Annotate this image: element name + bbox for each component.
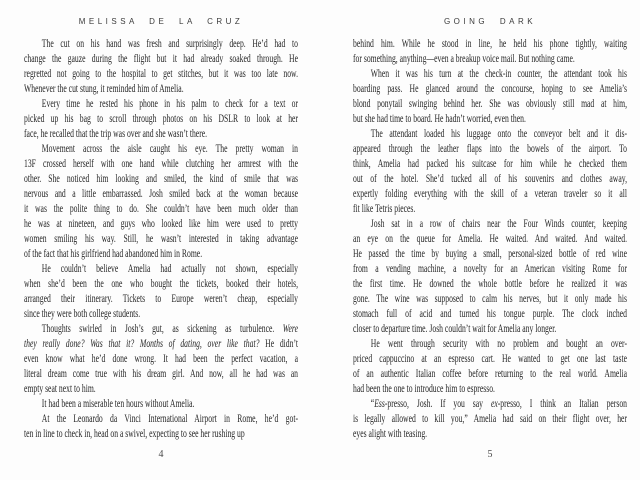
text-line: eyes alight with teasing. — [353, 428, 428, 440]
text-line: had been the one to introduce him to espresso. — [353, 383, 495, 395]
running-head-author: MELISSA DE LA CRUZ — [78, 17, 244, 26]
text-line: stomach full of acid and turned his tongue purple. The clock inched — [353, 308, 627, 320]
text-line: ten in line to check in, head on a swivel, expecting to see her rushing up — [24, 428, 245, 440]
text-line: the first time. He downed the whole bottle before he realized it was — [353, 278, 627, 290]
text-line: Josh sat in a row of chairs near the Four Winds counter, keeping — [370, 218, 627, 230]
text-line: but she had time to board. He hadn’t worried, even then. — [353, 113, 526, 125]
text-line: “Ess-presso, Josh. If you say ex-presso, I think an Italian person — [370, 398, 627, 410]
running-head-title: GOING DARK — [443, 17, 537, 26]
text-line: he was at nineteen, and guys who looked like him were used to pretty — [24, 218, 298, 230]
text-line: arranged their itinerary. Tickets to Europe weren’t cheap, especially — [24, 293, 298, 305]
text-line: think, Amelia had packed his suitcase for him while he checked them — [353, 158, 627, 170]
text-line: blond ponytail swinging behind her. She was obviously still mad at him, — [353, 98, 627, 110]
text-line: The cut on his hand was fresh and surprisingly deep. He’d had to — [41, 38, 298, 50]
text-line: The attendant loaded his luggage onto the conveyor belt and it dis- — [370, 128, 627, 140]
text-line: Thoughts swirled in Josh’s gut, as sickening as turbulence. Were — [41, 323, 298, 335]
text-line: fit like Tetris pieces. — [353, 203, 416, 215]
text-line: literal dream come true with his dream girl. And now, all he had was an — [24, 368, 298, 380]
text-line: He passed the time by buying a small, personal-sized bottle of red wine — [353, 248, 627, 260]
text-line: Whenever the cut stung, it reminded him of Amelia. — [24, 83, 184, 95]
text-line: behind him. While he stood in line, he held his phone tightly, waiting — [353, 38, 627, 50]
text-line: He couldn’t believe Amelia had actually not shown, especially — [41, 263, 298, 275]
right-page-number: 5 — [487, 449, 493, 460]
text-line: empty seat next to him. — [24, 383, 96, 395]
text-line: is legally allowed to kill you,” Amelia had said on their flight over, her — [353, 413, 627, 425]
text-line: other. She noticed him looking and smiled, the kind of smile that was — [24, 173, 298, 185]
text-line: an eye on the queue for Amelia. He waited. And waited. And waited. — [353, 233, 627, 245]
text-line: regretted not going to the hospital to get stitches, but it was too late now. — [24, 68, 298, 80]
right-page-body — [353, 37, 627, 442]
text-line: It had been a miserable ten hours without Amelia. — [41, 398, 195, 410]
text-line: closer to departure time. Josh couldn’t wait for Amelia any longer. — [353, 323, 557, 335]
left-page-number: 4 — [158, 449, 164, 460]
text-line: women smiling his way. Still, he wasn’t interested in taking advantage — [24, 233, 298, 245]
text-line: appeared through the leather flaps into the bowels of the airport. To — [353, 143, 627, 155]
text-line: Movement across the aisle caught his eye. The pretty woman in — [41, 143, 298, 155]
text-line: expertly folding everything with the skill of a veteran traveler so it all — [353, 188, 627, 200]
text-line: of the fact that his girlfriend had abandoned him in Rome. — [24, 248, 203, 260]
text-line: from a vending machine, a novelty for an American visiting Rome for — [353, 263, 627, 275]
text-line: it was the polite thing to do. She couldn’t have been much older than — [24, 203, 298, 215]
text-line: face, he recalled that the trip was over and she wasn’t there. — [24, 128, 208, 140]
text-line: gone. The wine was supposed to calm his nerves, but it only made his — [353, 293, 627, 305]
text-line: Every time he rested his phone in his palm to check for a text or — [41, 98, 298, 110]
text-line: He went through security with no problem and bought an over- — [370, 338, 627, 350]
text-line: boarding pass. He glanced around the concourse, hoping to see Amelia’s — [353, 83, 627, 95]
text-line: nervous and a little embarrassed. Josh smiled back at the woman because — [24, 188, 298, 200]
text-line: of an authentic Italian coffee before returning to the real world. Amelia — [353, 368, 627, 380]
text-line: At the Leonardo da Vinci International Airport in Rome, he’d got- — [41, 413, 298, 425]
text-line: priced cappuccino at an espresso cart. He wanted to get one last taste — [353, 353, 627, 365]
text-line: When it was his turn at the check-in counter, the attendant took his — [370, 68, 627, 80]
text-line: even know what he’d done wrong. It had been the perfect vacation, a — [24, 353, 298, 365]
left-page-body — [24, 37, 298, 442]
text-line: when she’d been the one who bought the tickets, booked their hotels, — [24, 278, 298, 290]
right-page — [320, 0, 640, 480]
text-line: since they were both college students. — [24, 308, 141, 320]
text-line: 13F crossed herself with one hand while clutching her armrest with the — [24, 158, 298, 170]
text-line: picked up his bag to scroll through photos on his DSLR to look at her — [24, 113, 298, 125]
text-line: for something, anything—even a breakup voice mail. But nothing came. — [353, 53, 575, 65]
text-line: out of the hotel. She’d tucked all of his souvenirs and clothes away, — [353, 173, 627, 185]
text-line: change the gauze during the flight but it had already soaked through. He — [24, 53, 298, 65]
text-line: they really done? Was that it? Months of dating, over like that? He didn’t — [24, 338, 298, 350]
